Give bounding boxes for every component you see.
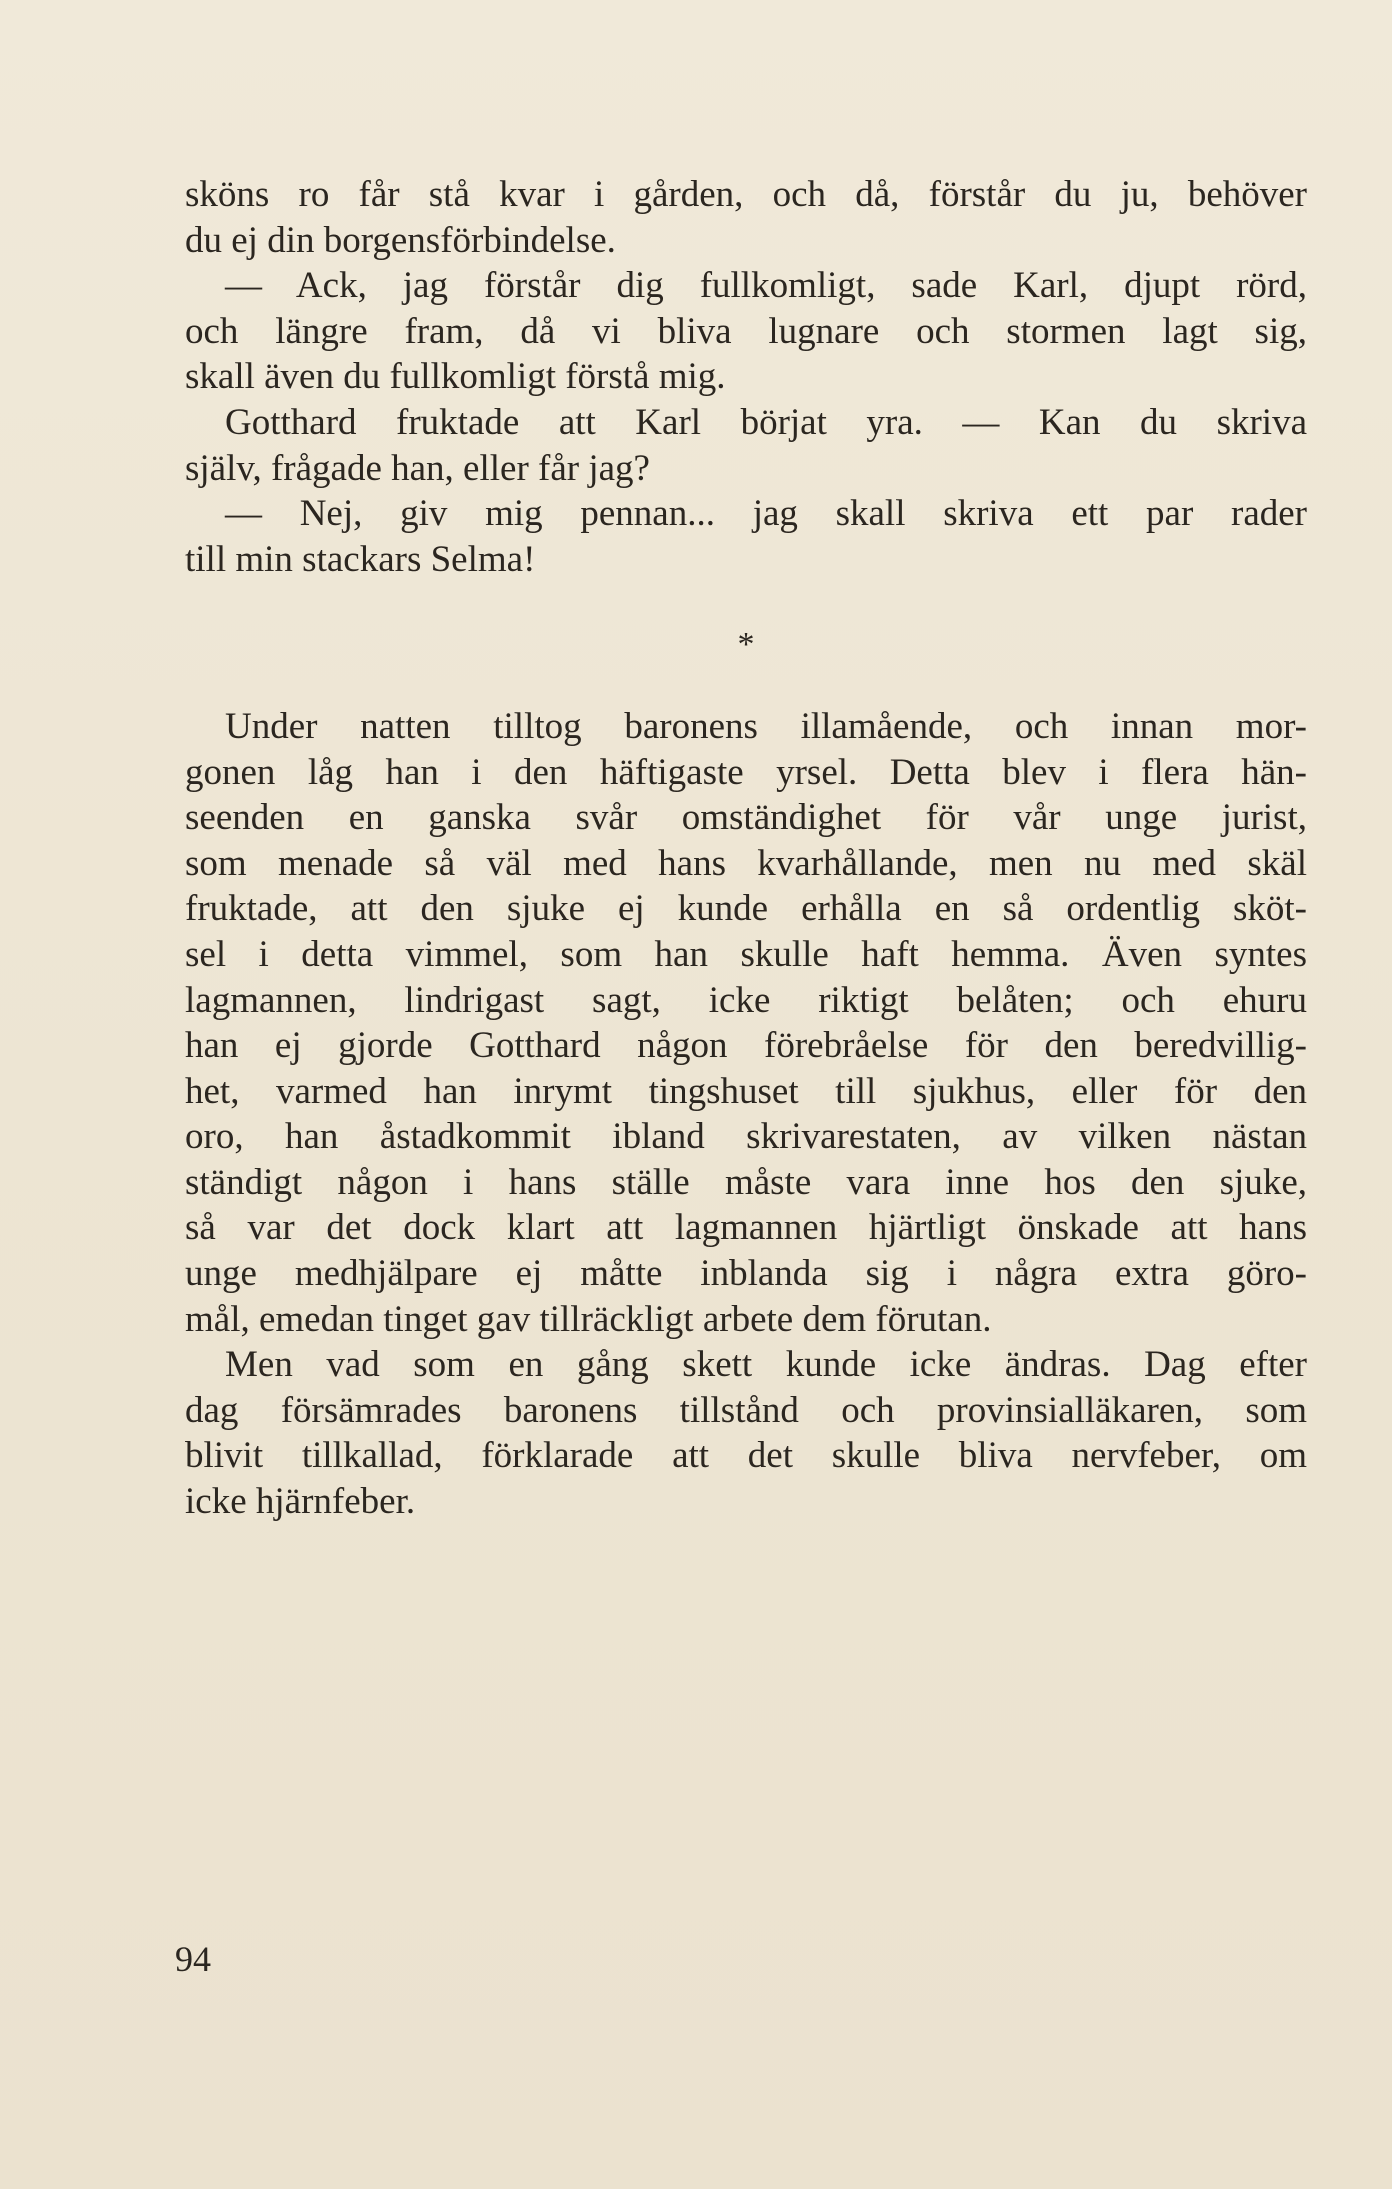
text-line: gonen låg han i den häftigaste yrsel. Detta blev i flera hän- — [185, 751, 1307, 793]
text-line: och längre fram, då vi bliva lugnare och stormen lagt sig, — [185, 310, 1307, 352]
text-line: lagmannen, lindrigast sagt, icke riktigt belåten; och ehuru — [185, 979, 1307, 1021]
text-line: till min stackars Selma! — [185, 538, 536, 580]
text-line: Under natten tilltog baronens illamående, och innan mor- — [225, 705, 1307, 747]
text-line: fruktade, att den sjuke ej kunde erhålla en så ordentlig sköt- — [185, 888, 1307, 930]
text-line: — Nej, giv mig pennan... jag skall skriva ett par rader — [225, 493, 1307, 535]
page-number: 94 — [175, 1939, 211, 1979]
text-line: Gotthard fruktade att Karl börjat yra. — Kan du skriva — [225, 401, 1307, 443]
text-line: ständigt någon i hans ställe måste vara inne hos den sjuke, — [185, 1161, 1307, 1203]
text-line: oro, han åstadkommit ibland skrivarestaten, av vilken nästan — [185, 1116, 1307, 1158]
text-line: sel i detta vimmel, som han skulle haft hemma. Även syntes — [185, 933, 1307, 975]
text-line: så var det dock klart att lagmannen hjärtligt önskade att hans — [185, 1207, 1307, 1249]
section-separator: * — [737, 626, 755, 664]
text-line: — Ack, jag förstår dig fullkomligt, sade Karl, djupt rörd, — [225, 265, 1307, 307]
text-line: du ej din borgensförbindelse. — [185, 219, 616, 261]
text-line: skall även du fullkomligt förstå mig. — [185, 356, 726, 398]
text-line: icke hjärnfeber. — [185, 1481, 416, 1523]
text-line: Men vad som en gång skett kunde icke ändras. Dag efter — [225, 1344, 1307, 1386]
text-line: som menade så väl med hans kvarhållande, men nu med skäl — [185, 842, 1307, 884]
text-line: seenden en ganska svår omständighet för vår unge jurist, — [185, 797, 1307, 839]
text-line: sköns ro får stå kvar i gården, och då, förstår du ju, behöver — [185, 174, 1307, 215]
text-line: het, varmed han inrymt tingshuset till sjukhus, eller för den — [185, 1070, 1307, 1112]
text-line: dag försämrades baronens tillstånd och provinsialläkaren, som — [185, 1389, 1307, 1431]
body-text — [185, 172, 1307, 1525]
text-line: själv, frågade han, eller får jag? — [185, 447, 650, 489]
text-line: blivit tillkallad, förklarade att det skulle bliva nervfeber, om — [185, 1435, 1307, 1477]
text-line: unge medhjälpare ej måtte inblanda sig i några extra göro- — [185, 1253, 1307, 1295]
text-line: han ej gjorde Gotthard någon förebråelse för den beredvillig- — [185, 1025, 1307, 1067]
text-line: mål, emedan tinget gav tillräckligt arbete dem förutan. — [185, 1298, 992, 1340]
